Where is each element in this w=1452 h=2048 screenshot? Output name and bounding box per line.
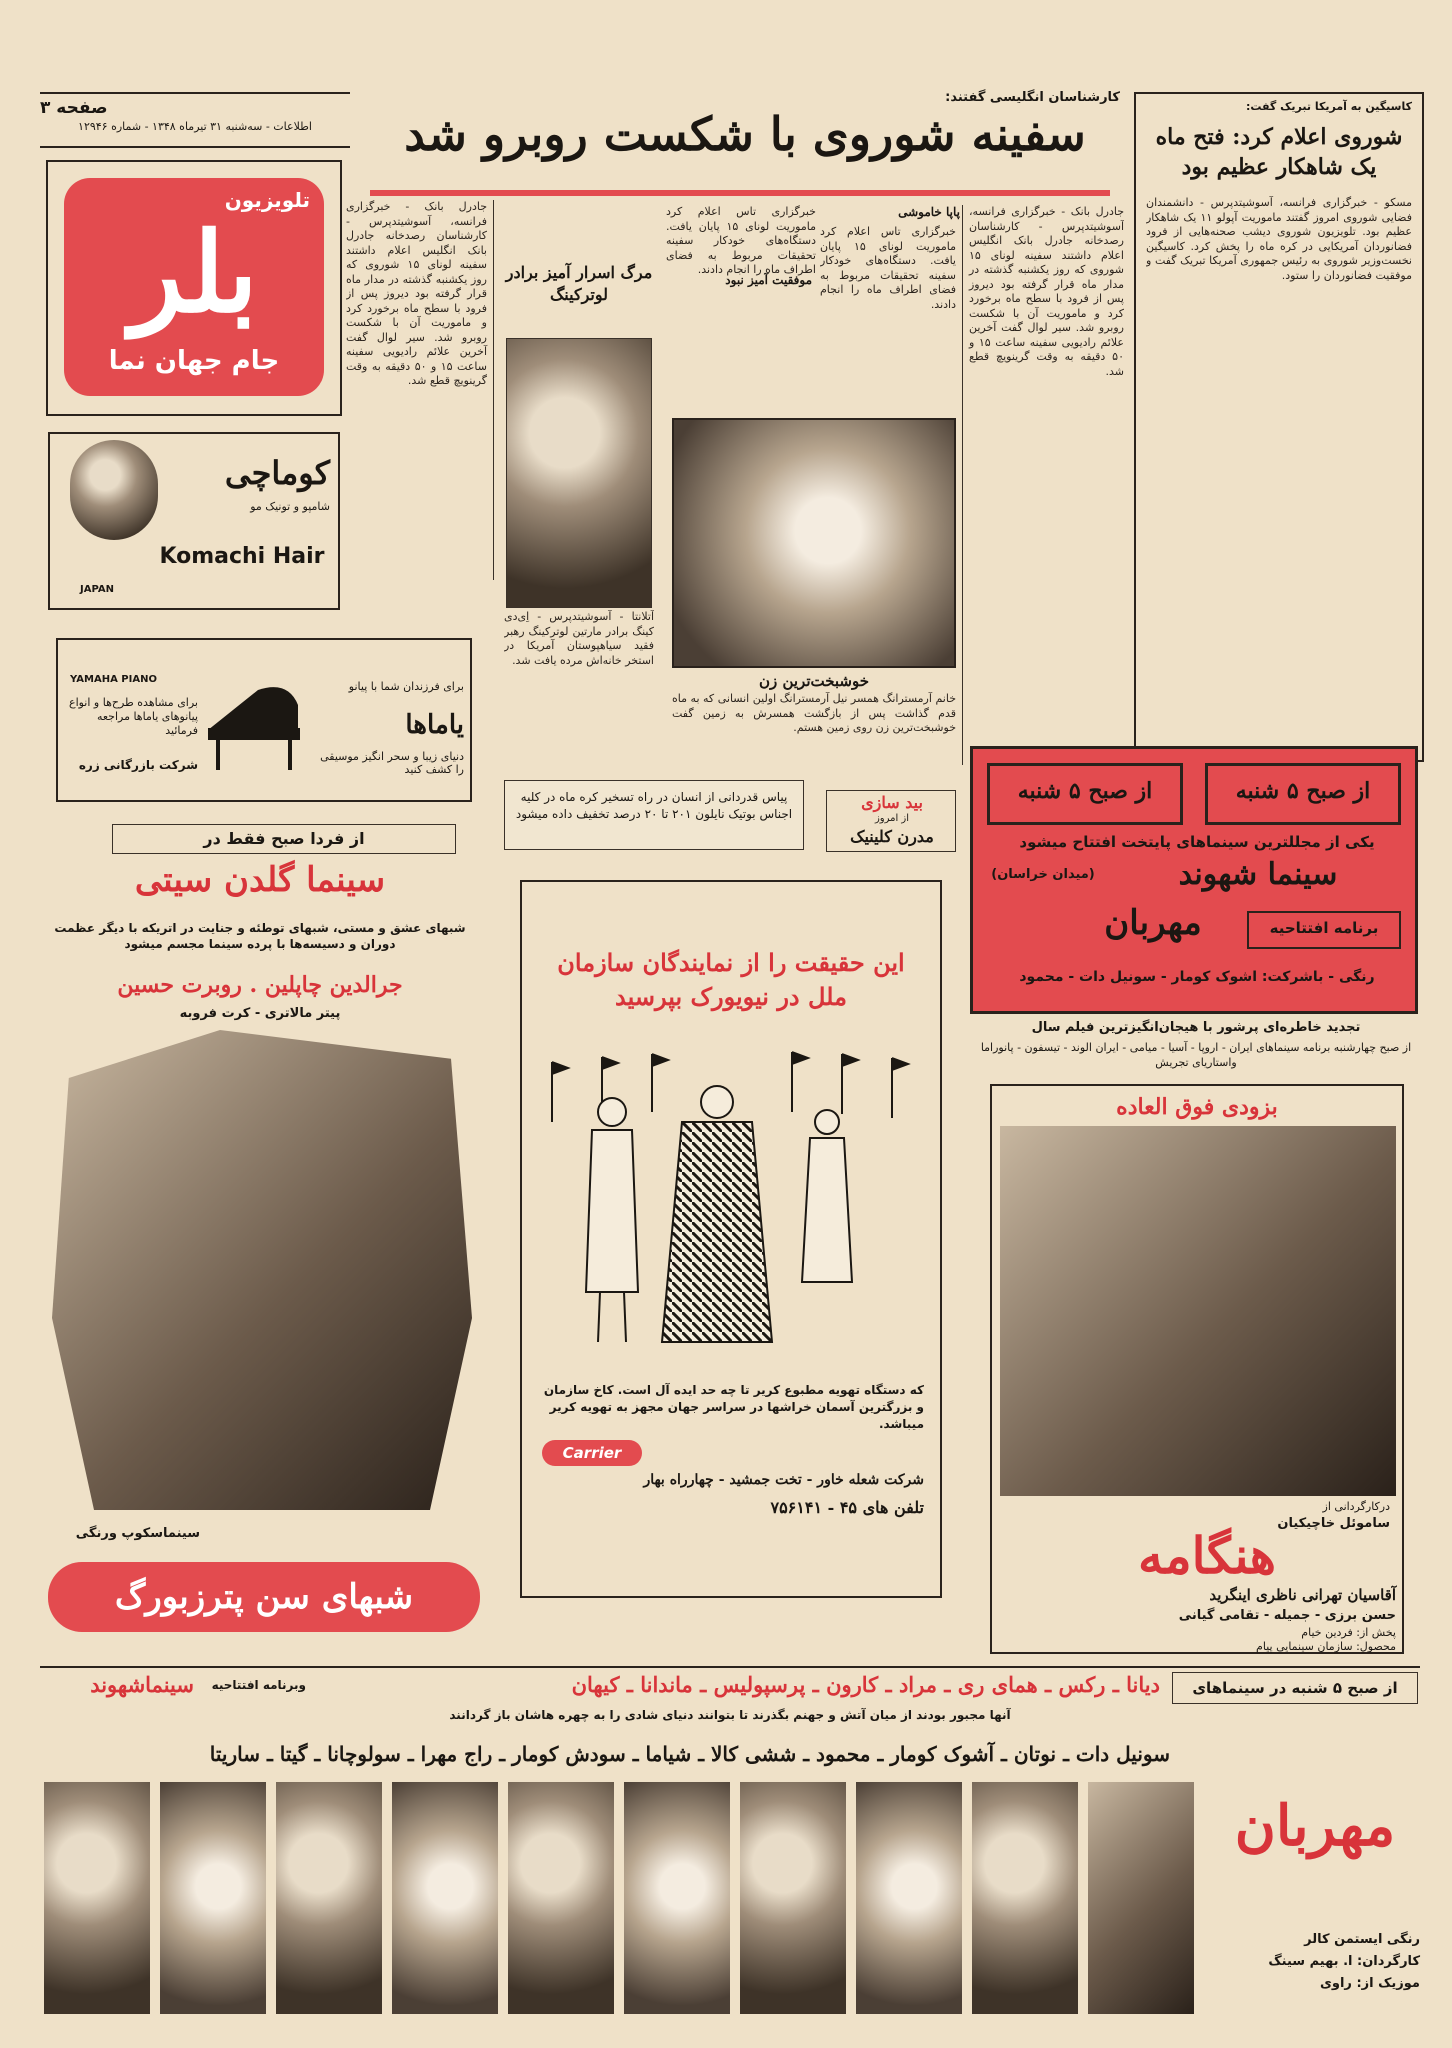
lead-kicker: کارشناسان انگلیسی گفتند: — [945, 90, 1120, 105]
portrait-8 — [856, 1782, 962, 2014]
mystery-headline: مرگ اسرار آمیز برادر لوترکینگ — [505, 263, 653, 304]
yamaha-contact: برای مشاهده طرح‌ها و انواع پیانوهای یاماها مراجعه فرمائید — [69, 696, 198, 737]
bottom-rule — [40, 1666, 1420, 1668]
bottom-cinemas: دیانا ـ رکس ـ همای ری ـ مراد ـ کارون ـ پرسپولیس ـ ماندانا ـ کیهان — [571, 1672, 1160, 1697]
yamaha-dealer: شرکت بازرگانی زره — [78, 758, 198, 772]
photo-caption: خوشبخت‌ترین زن — [758, 672, 870, 690]
hengameh-producer: محصول: سازمان سینمایی پیام — [1256, 1640, 1396, 1653]
bottom-film: مهربان — [1234, 1793, 1396, 1859]
issue-line: اطلاعات - سه‌شنبه ۳۱ تیرماه ۱۳۴۸ - شماره ۱۲۹۴۶ — [78, 120, 312, 133]
bottom-tagline: آنها مجبور بودند از میان آتش و جهنم بگذرند تا بتوانند دنیای شادی را به چهره هاشان باز گردانند — [449, 1708, 1011, 1722]
golden-city-format: سینماسکوپ ورنگی — [75, 1526, 200, 1541]
shahvand-renew: تجدید خاطره‌ای پرشور با هیجان‌انگیزترین فیلم سال — [1031, 1020, 1361, 1035]
stars-portraits — [44, 1782, 1194, 2014]
nylon-text: پیاس قدردانی از انسان در راه تسخیر کره ماه در کلیه اجناس بوتیک نایلون ۲۰۱ تا ۲۰ درصد تخفیف داده میشود — [515, 790, 793, 821]
komachi-latin: Komachi Hair — [159, 544, 325, 569]
portrait-4 — [392, 1782, 498, 2014]
st-petersburg-poster — [52, 1030, 472, 1510]
golden-city-title: شبهای سن پترزبورگ — [48, 1562, 480, 1632]
shahvand-program: برنامه افتتاحیه — [1247, 911, 1401, 949]
hengameh-cast2: حسن برزی - جمیله - تقامی گیانی — [1178, 1608, 1396, 1623]
hengameh-director-label: درکارگردانی از — [1322, 1500, 1390, 1513]
bottom-color: رنگی ایستمن کالر — [1304, 1932, 1420, 1947]
page-header — [40, 92, 350, 148]
hengameh-poster — [1000, 1126, 1396, 1496]
komachi-ad — [48, 432, 340, 610]
hengameh-cast1: آقاسیان تهرانی ناظری اینگرید — [1209, 1586, 1396, 1604]
hengameh-music: پخش از: فردین خیام — [1301, 1626, 1396, 1639]
shahvand-line: یکی از مجللترین سینماهای پایتخت افتتاح میشود — [1019, 833, 1375, 851]
portrait-2 — [160, 1782, 266, 2014]
shahvand-film: مهربان — [1104, 903, 1202, 943]
shahvand-ad — [970, 746, 1418, 1014]
bottom-label: از صبح ۵ شنبه در سینماهای — [1172, 1672, 1418, 1704]
un-delegates-illustration — [542, 1042, 922, 1352]
golden-city-cast2: پیتر مالاتری - کرت فروبه — [179, 1006, 341, 1021]
lead-column-far-left: جادرل بانک - خبرگزاری فرانسه، آسوشیتدپرس - کارشناسان رصدخانه جادرل بانک انگلیس اعلام داشتند سفینه لونای ۱۵ شوروی که روز یکشنبه گذشته در مدار ماه قرار گرفته بود دیروز پس از فرود با سطح ماه برخورد کرد و ماموریت آن با شکست روبرو شد. سیر لوال گفت آخرین علائم رادیویی سفینه ساعت ۱۵ و ۵۰ دقیقه به وقت گرینویچ قطع شد. — [346, 200, 494, 580]
shahvand-cinema: سینما شهوند — [1178, 857, 1338, 892]
lead-column-right: جادرل بانک - خبرگزاری فرانسه، آسوشیتدپرس - کارشناسان رصدخانه جادرل بانک انگلیس اعلام داشتند سفینه لونای ۱۵ شوروی که روز یکشنبه گذشته در مدار ماه قرار گرفته بود دیروز پس از فرود با سطح ماه برخورد کرد و ماموریت آن با شکست روبرو شد. سیر لوال گفت آخرین علائم رادیویی سفینه ساعت ۱۵ و ۵۰ دقیقه به وقت گرینویچ قطع شد. — [962, 205, 1124, 765]
komachi-tagline: شامپو و تونیک مو — [250, 500, 330, 513]
armstrong-wife-photo — [672, 418, 956, 668]
king-brother-photo — [506, 338, 652, 608]
carrier-headline-1: این حقیقت را از نمایندگان سازمان — [557, 948, 905, 977]
komachi-origin: JAPAN — [80, 584, 114, 595]
carrier-body: که دستگاه تهویه مطبوع کریر تا چه حد ایده آل است. کاخ سازمان و بزرگترین آسمان خراشها در سراسر جهان مجهز به تهویه کریر میباشد. — [543, 1383, 924, 1431]
yamaha-line2: دنیای زیبا و سحر انگیز موسیقی را کشف کنید — [320, 750, 464, 776]
photo-text: خانم آرمسترانگ همسر نیل آرمسترانگ اولین انسانی که به ماه قدم گذاشت پس از بازگشت همسرش به زمین گفت خوشبخت‌ترین زن روی زمین هستم. — [672, 692, 956, 734]
portrait-7 — [740, 1782, 846, 2014]
bottom-director: کارگردان: ا. بهیم سینگ — [1268, 1954, 1420, 1969]
komachi-model-photo — [70, 440, 158, 540]
lead-column-right-2: خبرگزاری تاس اعلام کرد ماموریت لونای ۱۵ پایان یافت. دستگاه‌های خودکار سفینه تحقیقات مربوط به فضای اطراف ماه را انجام دادند. — [820, 225, 956, 311]
carrier-company: شرکت شعله خاور - تخت جمشید - چهارراه بهار — [643, 1472, 924, 1488]
bidayari-box — [826, 790, 956, 852]
shahvand-box-left: از صبح ۵ شنبه — [987, 763, 1183, 825]
kosygin-headline: شوروی اعلام کرد: فتح ماه یک شاهکار عظیم بود — [1155, 124, 1403, 180]
portrait-6 — [624, 1782, 730, 2014]
success-heading: موفقیت آمیز نبود — [725, 273, 812, 287]
papa-heading: پاپا خاموشی — [898, 205, 960, 219]
tv-label: تلویزیون — [224, 188, 310, 212]
lead-headline: سفینه شوروی با شکست روبرو شد — [404, 107, 1086, 161]
shahvand-location: (میدان خراسان) — [991, 867, 1095, 882]
golden-city-cast: جرالدین چاپلین . روبرت حسین — [117, 972, 403, 998]
headline-rule — [370, 190, 1110, 196]
yamaha-headline: یاماها — [405, 710, 464, 740]
bottom-opening: وبرنامه افتتاحیه — [211, 1678, 306, 1692]
hengameh-director: ساموئل خاچیکیان — [1277, 1516, 1390, 1531]
hengameh-ad — [990, 1084, 1404, 1654]
portrait-5 — [508, 1782, 614, 2014]
nylon-box — [504, 780, 804, 850]
portrait-1 — [44, 1782, 150, 2014]
golden-city-top: از فردا صبح فقط در — [112, 824, 456, 854]
tv-brand: بلر — [130, 208, 258, 337]
carrier-logo: Carrier — [542, 1440, 642, 1466]
tv-ad-frame — [46, 160, 342, 416]
hengameh-title: هنگامه — [1138, 1526, 1276, 1585]
bottom-music: موزیک از: راوی — [1319, 1976, 1420, 1991]
portrait-3 — [276, 1782, 382, 2014]
carrier-ad — [520, 880, 942, 1598]
bottom-stars: سونیل دات ـ نوتان ـ آشوک کومار ـ محمود ـ ششی کالا ـ شیاما ـ سودش کومار ـ راج مهرا ـ سولوچانا ـ گیتا ـ ساریتا — [209, 1742, 1170, 1766]
lead-column-mid: خبرگزاری تاس اعلام کرد ماموریت لونای ۱۵ پایان یافت. دستگاه‌های خودکار سفینه تحقیقات مربوط به فضای اطراف ماه را انجام دادند. — [666, 205, 816, 276]
page-number: صفحه ۳ — [40, 98, 108, 118]
yamaha-ad — [56, 638, 472, 802]
kosygin-kicker: کاسیگین به آمریکا تبریک گفت: — [1245, 100, 1412, 113]
shahvand-cinemas-line: از صبح چهارشنبه برنامه سینماهای ایران - اروپا - آسیا - میامی - ایران الوند - تیسفون - پانوراما واستاریای تجریش — [980, 1041, 1412, 1069]
golden-city-cinema: سینما گلدن سیتی — [134, 860, 386, 900]
carrier-phone: تلفن های ۴۵ - ۷۵۶۱۴۱ — [770, 1498, 924, 1517]
bidayari-sub: از امروز — [874, 813, 910, 824]
piano-icon — [198, 670, 308, 780]
carrier-headline-2: ملل در نیویورک بپرسید — [615, 982, 847, 1011]
golden-city-blurb: شبهای عشق و مستی، شبهای توطئه و جنایت در اتریکه با دیگر عظمت دوران و دسیسه‌ها با پرده سینما مجسم میشود — [54, 921, 466, 951]
bottom-cinema: سینماشهوند — [90, 1672, 194, 1697]
bidayari-name: مدرن کلینیک — [850, 827, 934, 846]
mystery-text: آتلانتا - آسوشیتدپرس - اِی‌دی کینگ برادر مارتین لوترکینگ رهبر فقید سیاهپوستان آمریکا در استخر خانه‌اش مرده یافت شد. — [504, 610, 654, 667]
shahvand-box-right: از صبح ۵ شنبه — [1205, 763, 1401, 825]
bidayari-title: بید سازی — [861, 793, 923, 812]
yamaha-line1: برای فرزندان شما با پیانو — [348, 680, 464, 693]
komachi-brand: کوماچی — [224, 454, 330, 492]
shahvand-credits: رنگی - باشرکت: اشوک کومار - سونیل دات - محمود — [1019, 969, 1375, 985]
portrait-10 — [1088, 1782, 1194, 2014]
hengameh-header: بزودی فوق العاده — [1116, 1094, 1278, 1120]
portrait-9 — [972, 1782, 1078, 2014]
tv-slogan: جام جهان نما — [108, 346, 280, 376]
kosygin-body: مسکو - خبرگزاری فرانسه، آسوشیتدپرس - دانشمندان فضایی شوروی امروز گفتند ماموریت آپولو ۱۱ یک شاهکار عظیم بود. تلویزیون شوروی دیشب صحنه‌هایی از فرود فضانوردان آمریکایی در کره ماه را پخش کرد. کاسیگین نخست‌وزیر شوروی به رئیس جمهوری آمریکا تبریک گفت و موفقیت فضانوردان را ستود. — [1146, 196, 1412, 282]
yamaha-latin: YAMAHA PIANO — [70, 674, 157, 685]
